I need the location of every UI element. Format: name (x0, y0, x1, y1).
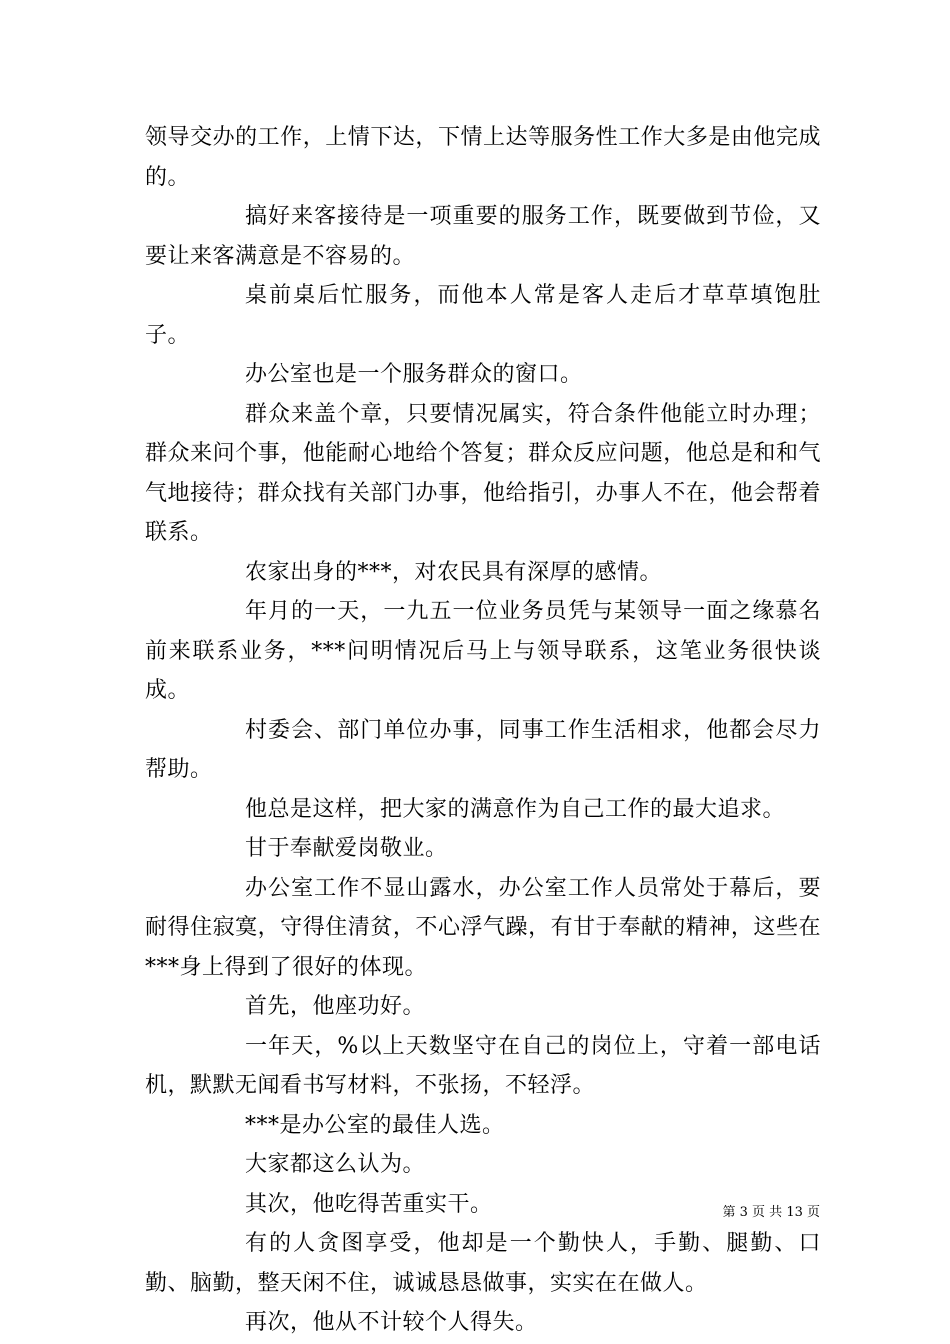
paragraph: 办公室工作不显山露水，办公室工作人员常处于幕后，要耐得住寂寞，守得住清贫，不心浮气躁，有甘于奉献的精神，这些在***身上得到了很好的体现。 (145, 875, 821, 980)
paragraph: 甘于奉献爱岗敬业。 (245, 836, 448, 861)
paragraph: 再次，他从不计较个人得失。 (245, 1310, 538, 1335)
document-body (145, 118, 821, 1343)
paragraph: 群众来盖个章，只要情况属实，符合条件他能立时办理；群众来问个事，他能耐心地给个答复；群众反应问题，他总是和和气气地接待；群众找有关部门办事，他给指引，办事人不在，他会帮着联系。 (145, 401, 821, 545)
paragraph: 领导交办的工作，上情下达，下情上达等服务性工作大多是由他完成的。 (145, 125, 821, 190)
paragraph: 一年天，%以上天数坚守在自己的岗位上，守着一部电话机，默默无闻看书写材料，不张扬，不轻浮。 (145, 1033, 821, 1098)
paragraph: 村委会、部门单位办事，同事工作生活相求，他都会尽力帮助。 (145, 717, 821, 782)
paragraph: 其次，他吃得苦重实干。 (245, 1191, 493, 1217)
paragraph: 大家都这么认为。 (245, 1152, 426, 1177)
paragraph: 办公室也是一个服务群众的窗口。 (245, 362, 583, 387)
paragraph: 桌前桌后忙服务，而他本人常是客人走后才草草填饱肚子。 (145, 283, 821, 348)
paragraph: ***是办公室的最佳人选。 (245, 1112, 505, 1138)
paragraph: 有的人贪图享受，他却是一个勤快人，手勤、腿勤、口勤、脑勤，整天闲不住，诚诚恳恳做事，实实在在做人。 (145, 1231, 821, 1296)
paragraph: 他总是这样，把大家的满意作为自己工作的最大追求。 (245, 796, 786, 822)
paragraph: 年月的一天，一九五一位业务员凭与某领导一面之缘慕名前来联系业务，***问明情况后马上与领导联系，这笔业务很快谈成。 (145, 599, 821, 703)
paragraph: 首先，他座功好。 (245, 994, 426, 1019)
paragraph: 搞好来客接待是一项重要的服务工作，既要做到节俭，又要让来客满意是不容易的。 (145, 204, 821, 269)
paragraph: 农家出身的***，对农民具有深厚的感情。 (245, 559, 663, 585)
page-number-footer: 第 3 页 共 13 页 (722, 1205, 820, 1220)
